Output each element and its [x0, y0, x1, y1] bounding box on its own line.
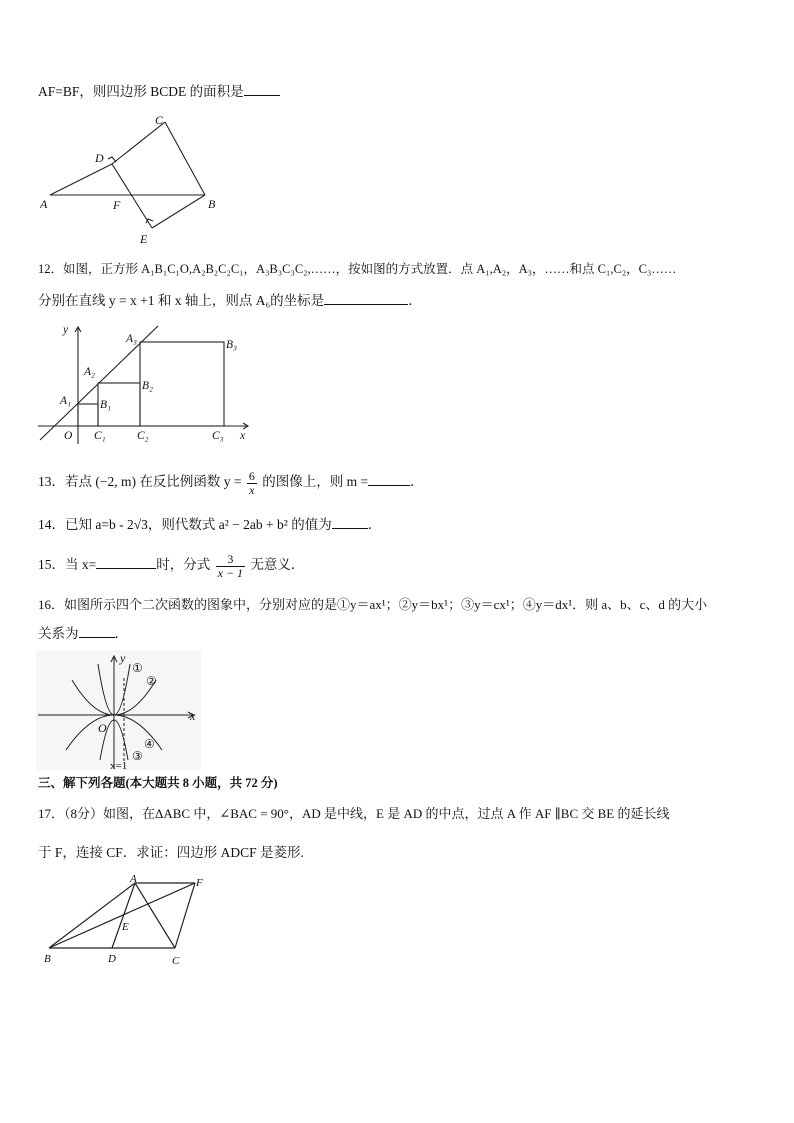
- q15-text-a: 当 x=: [65, 557, 97, 573]
- q14-line: [38, 516, 381, 533]
- q12-text-line2: 分别在直线 y = x +1 和 x 轴上，则点 A₆的坐标是: [38, 293, 325, 308]
- q17-segment-AC: [135, 883, 175, 948]
- q15-text-b: 时，分式: [156, 557, 211, 573]
- q15-answer-blank: [96, 556, 156, 569]
- q12-label-C3: C₃: [212, 430, 224, 442]
- q16-label-circle-1: ①: [132, 661, 143, 675]
- q12-label-A1: A₁: [60, 395, 72, 407]
- q17-figure: [40, 872, 220, 972]
- section-3-title: 三、解下列各题(本大题共 8 小题，共 72 分): [38, 776, 278, 790]
- q12-answer-blank: [324, 292, 408, 305]
- q17-label-C: C: [172, 955, 180, 967]
- q13-frac-den: x: [247, 483, 257, 497]
- q12-line1: [38, 262, 676, 277]
- q11-segment-CB: [165, 122, 205, 195]
- q11-answer-blank: [244, 83, 280, 96]
- q14-answer-blank: [332, 516, 368, 529]
- q11-label-B: B: [208, 197, 216, 211]
- q11-segment-DE: [112, 164, 152, 228]
- q15-frac-den: x − 1: [217, 565, 244, 580]
- q16-label-x1: x=1: [110, 760, 128, 770]
- q12-label-O: O: [64, 430, 73, 442]
- q11-label-D: D: [95, 151, 104, 165]
- q15-line: [38, 553, 304, 579]
- q13-fraction: [247, 470, 257, 496]
- q12-end: ．: [408, 293, 422, 308]
- q13-text-b: 的图像上，则 m =: [262, 474, 369, 490]
- q11-right-angle-D: [108, 157, 116, 162]
- q12-label-y: y: [63, 324, 69, 336]
- q11-segment-DC: [112, 122, 165, 164]
- q12-number: 12．: [38, 262, 64, 276]
- q15-fraction: [216, 553, 245, 579]
- q16-label-x: x: [190, 709, 196, 723]
- q13-line: [38, 470, 424, 496]
- q16-label-circle-3: ③: [132, 749, 143, 763]
- q13-number: 13．: [38, 474, 65, 490]
- q15-number: 15．: [38, 557, 65, 573]
- q16-line2: [38, 625, 128, 642]
- q11-text-line: [38, 83, 280, 100]
- q11-label-F: F: [113, 198, 121, 212]
- q13-frac-num: 6: [248, 469, 255, 483]
- q12-label-B3: B₃: [226, 339, 238, 351]
- q12-label-B2: B₂: [142, 380, 154, 392]
- q17-line2: [38, 845, 304, 861]
- q14-end: ．: [367, 517, 382, 532]
- q15-text-c: 无意义．: [250, 557, 305, 573]
- q11-label-E: E: [140, 232, 148, 246]
- q16-number: 16．: [38, 597, 65, 612]
- q16-label-O: O: [98, 721, 107, 735]
- q17-text-line2: 于 F，连接 CF．求证：四边形 ADCF 是菱形.: [38, 845, 304, 860]
- q12-figure: [36, 322, 261, 447]
- q17-label-B: B: [44, 953, 51, 965]
- q11-text: AF=BF，则四边形 BCDE 的面积是: [38, 84, 244, 99]
- q11-figure: [40, 112, 240, 247]
- q11-label-C: C: [155, 113, 164, 127]
- q12-label-C1: C₁: [94, 430, 106, 442]
- q17-segment-CF: [175, 883, 195, 948]
- q12-label-x: x: [240, 430, 246, 442]
- q12-text-line1: 如图，正方形 A₁B₁C₁O,A₂B₂C₂C₁，A₃B₃C₃C₂,……，按如图的方式放置．点 A₁,A₂，A₃，……和点 C₁,C₂，C₃……: [63, 262, 677, 276]
- q11-segment-EB: [152, 195, 205, 228]
- q16-end: ．: [114, 626, 128, 641]
- q16-figure: [36, 650, 201, 770]
- q13-text-a: 若点 (−2, m) 在反比例函数 y =: [65, 474, 242, 490]
- q16-label-y: y: [120, 651, 126, 665]
- q16-answer-blank: [79, 625, 115, 638]
- q12-label-C2: C₂: [137, 430, 149, 442]
- q14-number: 14．: [38, 517, 65, 532]
- q17-label-A: A: [130, 873, 137, 885]
- q12-square-1: [78, 404, 98, 426]
- q12-label-B1: B₁: [100, 399, 112, 411]
- q17-label-E: E: [122, 921, 129, 933]
- q11-label-A: A: [40, 197, 48, 211]
- q11-segment-AD: [50, 164, 112, 195]
- q12-label-A3: A₃: [126, 333, 138, 345]
- q16-text-line1: 如图所示四个二次函数的图象中，分别对应的是①y＝ax¹；②y＝bx¹；③y＝cx¹；④y＝dx¹．则 a、b、c、d 的大小: [64, 597, 708, 612]
- q17-text-line1: （8分）如图，在ΔABC 中，∠BAC = 90°，AD 是中线，E 是 AD 的中点，过点 A 作 AF ∥BC 交 BE 的延长线: [64, 806, 670, 821]
- q12-line2: [38, 292, 422, 309]
- q17-segment-AD: [112, 883, 135, 948]
- q14-text: 已知 a=b - 2√3，则代数式 a² − 2ab + b² 的值为: [65, 517, 332, 532]
- q16-label-circle-4: ④: [144, 737, 155, 751]
- q16-label-circle-2: ②: [146, 674, 157, 688]
- q13-answer-blank: [368, 473, 410, 486]
- q16-figure-bg: [36, 650, 201, 770]
- q17-number: 17．: [38, 806, 65, 821]
- q17-line1: [38, 806, 670, 822]
- q16-text-line2: 关系为: [38, 626, 79, 641]
- q12-label-A2: A₂: [84, 366, 96, 378]
- q15-frac-num: 3: [227, 552, 234, 566]
- q13-end: ．: [410, 474, 424, 490]
- q16-line1: [38, 597, 707, 613]
- q17-label-F: F: [196, 877, 203, 889]
- q17-label-D: D: [108, 953, 116, 965]
